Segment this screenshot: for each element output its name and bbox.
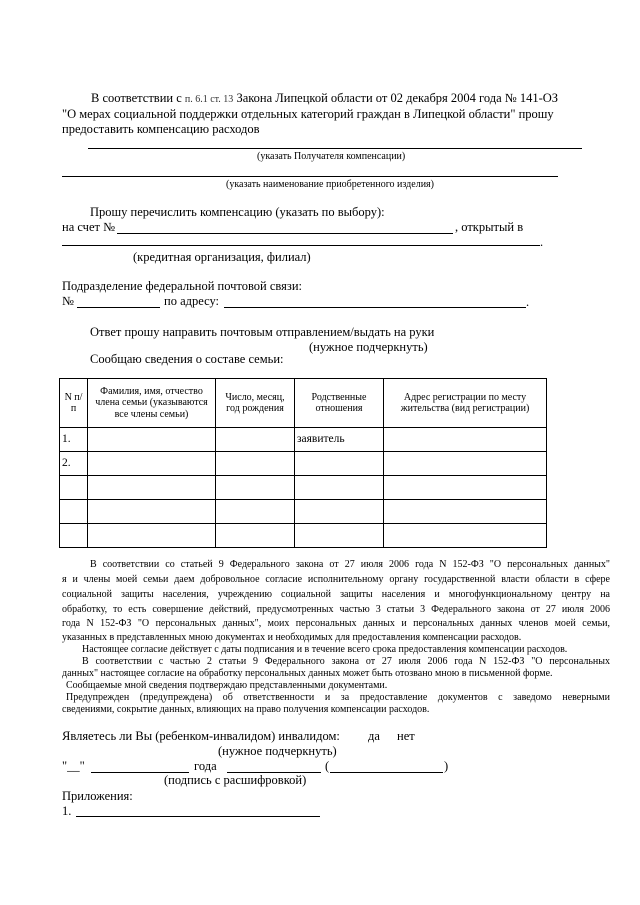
consent-line-1: В соответствии со статьей 9 Федерального закона от 27 июля 2006 года N 152-ФЗ "О персональных данных" [90,559,610,570]
cell-relation[interactable] [295,476,384,500]
table-row [60,500,547,524]
consent-line-5: года N 152-ФЗ "О персональных данных", моих персональных данных и персональных данных членов моей семьи, [62,618,610,629]
family-intro: Сообщаю сведения о составе семьи: [90,352,284,366]
cell-address[interactable] [384,476,547,500]
sign-name-field[interactable] [330,772,443,773]
transfer-request: Прошу перечислить компенсацию (указать по выбору): [90,205,385,219]
header-relation: Родственные отношения [295,379,384,428]
sign-paren-close: ) [444,759,449,773]
recipient-field-line[interactable] [88,148,582,149]
post-address-field[interactable] [224,307,526,308]
cell-address[interactable] [384,500,547,524]
consent-line-7: Настоящее согласие действует с даты подписания и в течение всего срока предоставления компенсации расходов. [82,644,568,655]
table-row [60,524,547,548]
sign-date-day[interactable]: "__" [62,759,85,773]
account-number-field[interactable] [117,233,453,234]
cell-full-name[interactable] [88,452,216,476]
attachment-item-1-number: 1. [62,804,72,818]
sign-year-label: года [194,759,217,773]
cell-full-name[interactable] [88,500,216,524]
header-number: N п/п [60,379,88,428]
cell-full-name[interactable] [88,524,216,548]
consent-line-2: я и члены моей семьи даем добровольное согласие исполнительному органу государственной власти области в сфере [62,574,610,585]
header-birth-date: Число, месяц, год рождения [216,379,295,428]
family-table [59,378,547,548]
attachment-item-1-field[interactable] [76,816,320,817]
account-prefix: на счет № [62,220,116,234]
consent-line-11: Предупрежден (предупреждена) об ответственности и за предоставление документов с заведомо неверными [66,692,610,703]
post-line-period: . [526,295,530,309]
intro-line-1-left: В соответствии с [91,91,182,105]
consent-line-10: Сообщаемые мной сведения подтверждаю представленными документами. [66,680,388,691]
cell-birth-date[interactable] [216,428,295,452]
cell-number: 2. [60,452,88,476]
cell-number: 1. [60,428,88,452]
cell-birth-date[interactable] [216,452,295,476]
intro-line-3: предоставить компенсацию расходов [62,122,260,136]
cell-address[interactable] [384,428,547,452]
disability-question: Являетесь ли Вы (ребенком-инвалидом) инвалидом: [62,729,340,743]
post-title: Подразделение федеральной почтовой связи: [62,279,302,293]
cell-birth-date[interactable] [216,500,295,524]
cell-birth-date[interactable] [216,524,295,548]
post-office-number-field[interactable] [77,307,160,308]
recipient-hint: (указать Получателя компенсации) [257,151,406,162]
cell-relation[interactable] [295,452,384,476]
consent-line-12: сведениями, сокрытие данных, влияющих на право получения компенсации расходов. [62,704,430,715]
cell-number [60,476,88,500]
cell-number [60,500,88,524]
disability-hint: (нужное подчеркнуть) [218,744,337,758]
intro-line-2: "О мерах социальной поддержки отдельных категорий граждан в Липецкой области" прошу [62,107,554,121]
header-address: Адрес регистрации по месту жительства (вид регистрации) [384,379,547,428]
signature-hint: (подпись с расшифровкой) [164,773,307,787]
table-row [60,476,547,500]
table-row [60,428,547,452]
intro-line-1-right: Закона Липецкой области от 02 декабря 2004 года № 141-ОЗ [236,91,559,105]
cell-address[interactable] [384,524,547,548]
account-suffix: , открытый в [455,220,524,234]
bank-hint: (кредитная организация, филиал) [133,250,311,264]
item-hint: (указать наименование приобретенного изделия) [226,179,434,190]
reply-text: Ответ прошу направить почтовым отправлением/выдать на руки [90,325,435,339]
intro-legal-ref: п. 6.1 ст. 13 [184,94,234,105]
consent-line-4: обработку, то есть совершение действий, предусмотренных частью 3 статьи 3 Федерального закона от 27 июля 2006 [62,604,610,615]
reply-hint: (нужное подчеркнуть) [309,340,428,354]
table-header-row [60,379,547,428]
cell-full-name[interactable] [88,476,216,500]
consent-line-8: В соответствии с частью 2 статьи 9 Федерального закона от 27 июля 2006 года N 152-ФЗ "О персональных [82,656,610,667]
intro-line-1 [91,92,558,105]
cell-birth-date[interactable] [216,476,295,500]
cell-relation: заявитель [295,428,384,452]
bank-field-line[interactable] [62,245,540,246]
header-full-name: Фамилия, имя, отчество члена семьи (указываются все члены семьи) [88,379,216,428]
disability-no[interactable]: нет [397,729,415,743]
consent-line-3: социальной защиты населения, учреждению социальной защиты населения и многофункциональному центру на [62,589,610,600]
consent-line-9: данных" настоящее согласие на обработку персональных данных может быть отозвано мною в письменной форме. [62,668,553,679]
post-num-prefix: № [62,294,74,308]
cell-relation[interactable] [295,524,384,548]
cell-relation[interactable] [295,500,384,524]
consent-line-6: указанных в представленных мною документах и необходимых для предоставления компенсации расходов. [62,632,522,643]
table-row [60,452,547,476]
attachments-title: Приложения: [62,789,133,803]
sign-paren-open: ( [325,759,330,773]
item-field-line[interactable] [62,176,558,177]
cell-address[interactable] [384,452,547,476]
disability-yes[interactable]: да [368,729,380,743]
bank-line-period: . [540,235,544,249]
post-address-label: по адресу: [164,294,220,308]
cell-number [60,524,88,548]
cell-full-name[interactable] [88,428,216,452]
